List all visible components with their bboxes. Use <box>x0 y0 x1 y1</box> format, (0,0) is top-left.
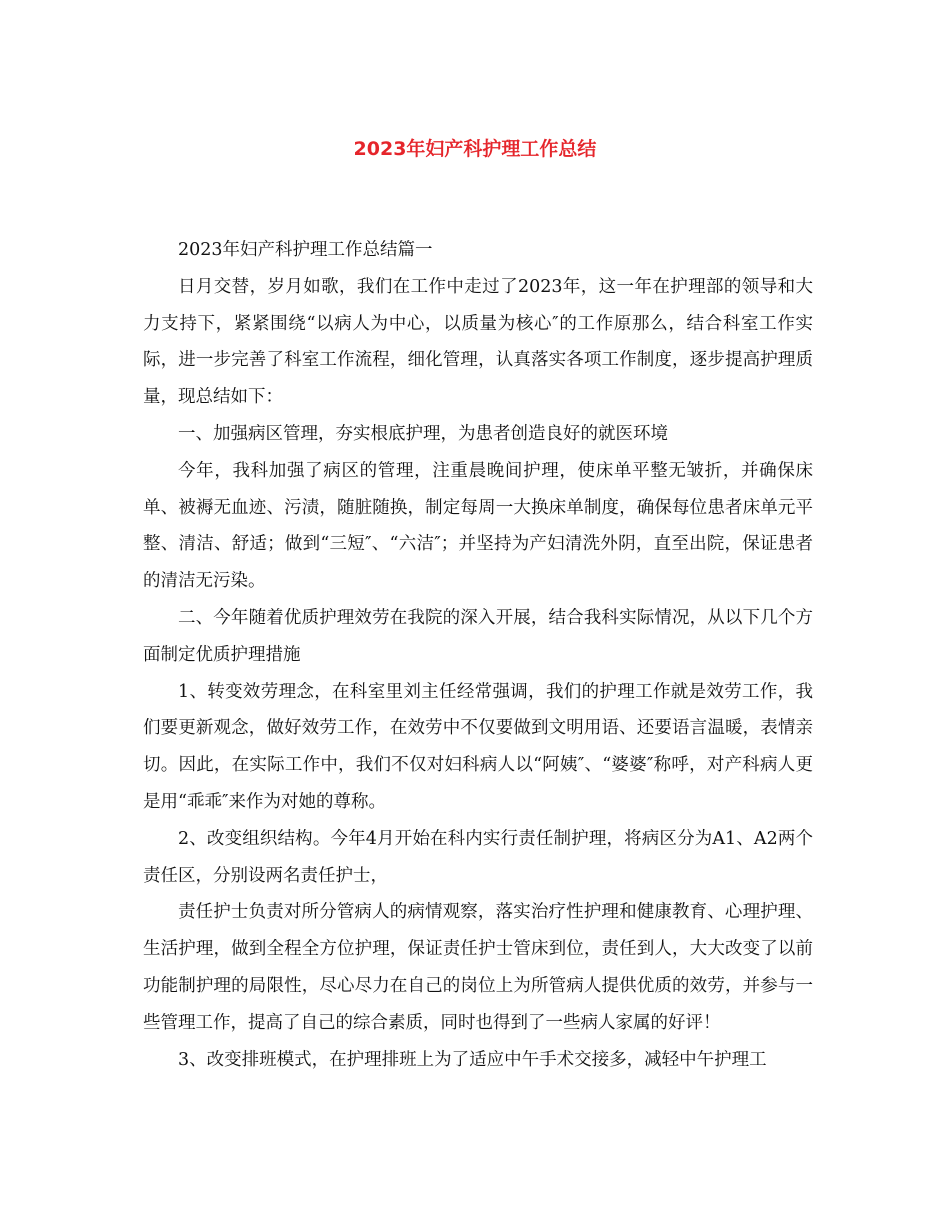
paragraph-ward-management: 今年，我科加强了病区的管理，注重晨晚间护理，使床单平整无皱折，并确保床单、被褥无血迹、污渍，随脏随换，制定每周一大换床单制度，确保每位患者床单元平整、清洁、舒适；做到“三短″、“六洁″；并坚持为产妇清洗外阴，直至出院，保证患者的清洁无污染。 <box>143 460 813 592</box>
document-body <box>143 232 813 1078</box>
paragraph-item-1: 1、转变效劳理念，在科室里刘主任经常强调，我们的护理工作就是效劳工作，我们要更新观念，做好效劳工作，在效劳中不仅要做到文明用语、还要语言温暖，表情亲切。因此，在实际工作中，我们不仅对妇科病人以“阿姨″、“婆婆″称呼，对产科病人更是用“乖乖″来作为对她的尊称。 <box>143 681 813 812</box>
paragraph-responsible-nurse: 责任护士负责对所分管病人的病情观察，落实治疗性护理和健康教育、心理护理、生活护理，做到全程全方位护理，保证责任护士管床到位，责任到人，大大改变了以前功能制护理的局限性，尽心尽力在自己的岗位上为所管病人提供优质的效劳，并参与一些管理工作，提高了自己的综合素质，同时也得到了一些病人家属的好评！ <box>143 902 813 1033</box>
paragraph-item-2: 2、改变组织结构。今年4月开始在科内实行责任制护理，将病区分为A1、A2两个责任区，分别设两名责任护士， <box>143 828 813 886</box>
paragraph-heading-1: 一、加强病区管理，夯实根底护理，为患者创造良好的就医环境 <box>178 423 668 444</box>
paragraph-item-3: 3、改变排班模式，在护理排班上为了适应中午手术交接多，减轻中午护理工 <box>178 1049 767 1070</box>
document-title: 2023年妇产科护理工作总结 <box>353 138 597 160</box>
paragraph-intro: 日月交替，岁月如歌，我们在工作中走过了2023年，这一年在护理部的领导和大力支持下，紧紧围绕“以病人为中心，以质量为核心″的工作原那么，结合科室工作实际，进一步完善了科室工作流程，细化管理，认真落实各项工作制度，逐步提高护理质量，现总结如下： <box>143 276 813 408</box>
paragraph-section-heading: 2023年妇产科护理工作总结篇一 <box>178 240 433 260</box>
paragraph-heading-2: 二、今年随着优质护理效劳在我院的深入开展，结合我科实际情况，从以下几个方面制定优质护理措施 <box>143 607 813 665</box>
